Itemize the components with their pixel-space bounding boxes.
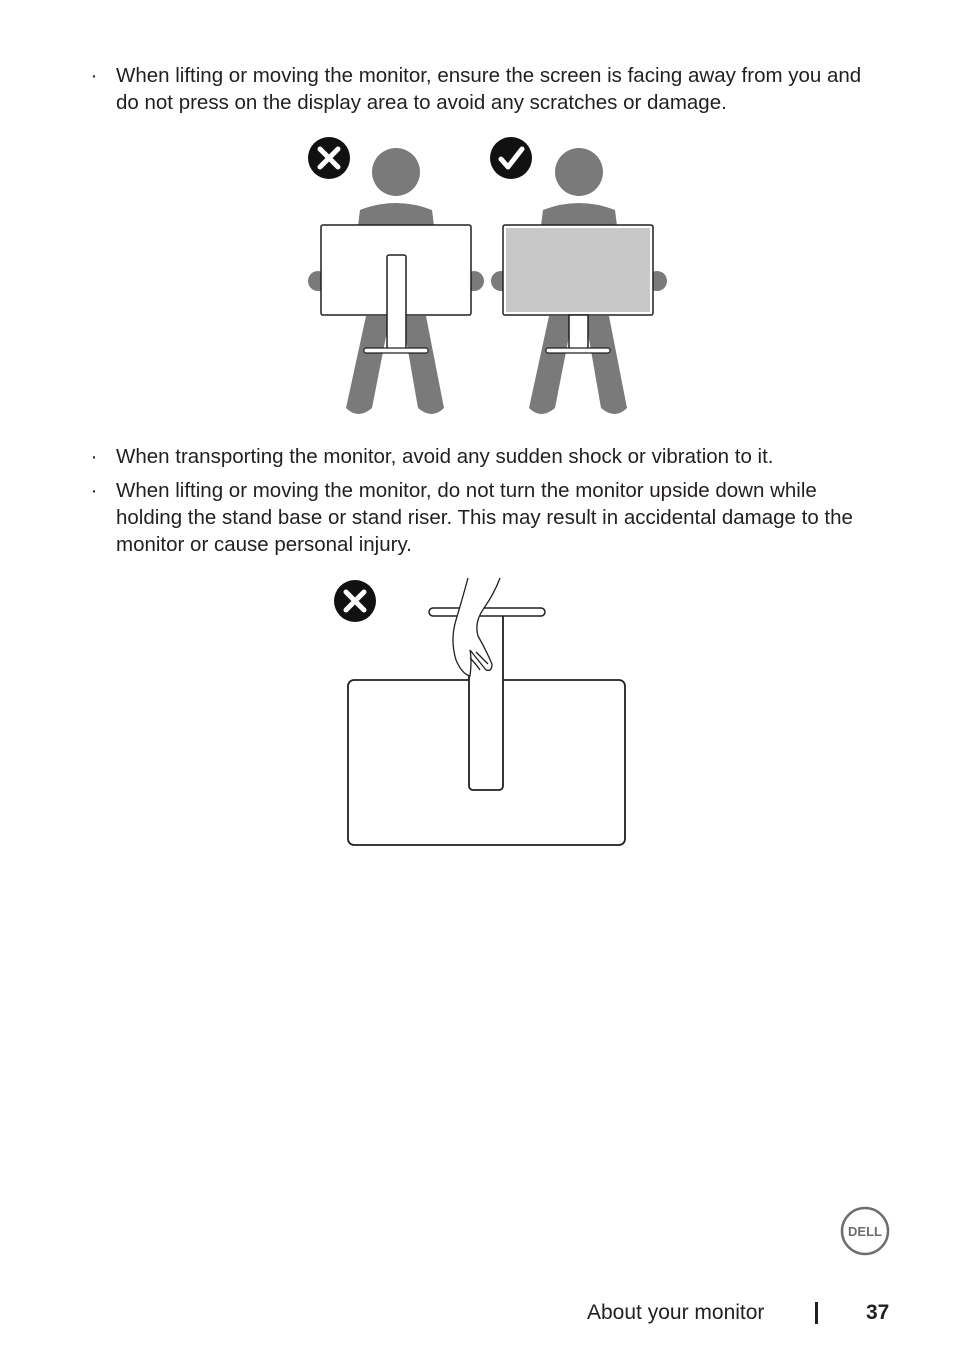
bullet-marker: · <box>90 479 98 502</box>
bullet-text: When lifting or moving the monitor, do not turn the monitor upside down while holding the stand base or stand riser. This may result in accidental damage to the monitor or cause personal injury. <box>116 479 853 556</box>
cross-mark-icon <box>334 580 376 622</box>
page-number: 37 <box>866 1301 890 1324</box>
bullet-item-transport <box>88 443 888 470</box>
footer-separator <box>815 1302 818 1324</box>
bullet-marker: · <box>90 64 98 87</box>
monitor-back-facing-user <box>321 225 471 353</box>
dell-logo-icon <box>842 1208 888 1254</box>
check-mark-icon <box>490 137 532 179</box>
footer-section-title: About your monitor <box>587 1301 765 1324</box>
bullet-marker: · <box>90 445 98 468</box>
upside-down-monitor-illustration <box>348 578 625 845</box>
bullet-text: When transporting the monitor, avoid any sudden shock or vibration to it. <box>116 445 774 468</box>
cross-mark-icon <box>308 137 350 179</box>
dell-logo-text: DELL <box>848 1224 882 1239</box>
bullet-item-upside-down <box>88 477 888 558</box>
bullet-text: When lifting or moving the monitor, ensure the screen is facing away from you and do not press on the display area to avoid any scratches or damage. <box>116 64 862 114</box>
monitor-screen-facing-away <box>503 225 653 353</box>
